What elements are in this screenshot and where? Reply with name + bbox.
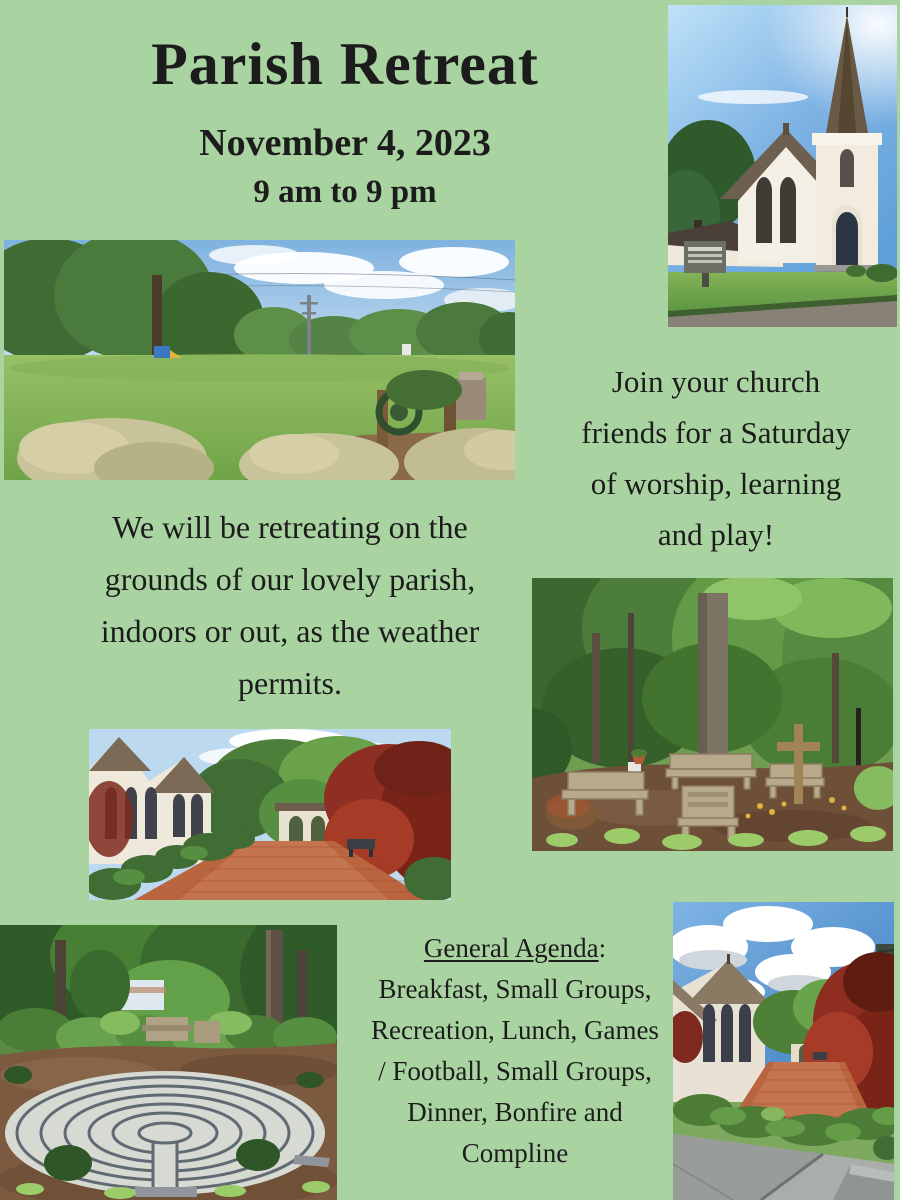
agenda-heading: General Agenda: [423, 933, 599, 963]
agenda-line: Dinner, Bonfire and: [407, 1097, 623, 1127]
agenda-line: Compline: [461, 1138, 569, 1168]
photo-courtyard-path: [89, 729, 451, 900]
agenda-line: Breakfast, Small Groups,: [378, 974, 652, 1004]
intro-line: Join your church: [611, 364, 821, 399]
page-title: Parish Retreat: [151, 31, 539, 97]
intro-text: [540, 356, 892, 560]
event-date: November 4, 2023: [199, 122, 491, 164]
photo-park-field: [4, 240, 515, 480]
intro-line: of worship, learning: [590, 466, 842, 501]
intro-line: friends for a Saturday: [581, 415, 851, 450]
agenda-block: [348, 928, 682, 1174]
agenda-heading-colon: :: [598, 933, 607, 963]
body-line: grounds of our lovely parish,: [104, 561, 476, 597]
photo-prayer-garden: [532, 578, 893, 851]
photo-church-exterior: [668, 5, 897, 327]
agenda-line: Recreation, Lunch, Games: [371, 1015, 659, 1045]
body-line: permits.: [238, 665, 342, 701]
photo-labyrinth: [0, 925, 337, 1200]
body-line: We will be retreating on the: [112, 509, 468, 545]
intro-line: and play!: [657, 517, 775, 552]
agenda-heading-line: [348, 928, 682, 969]
event-time: 9 am to 9 pm: [253, 173, 437, 210]
body-line: indoors or out, as the weather: [100, 613, 480, 649]
agenda-line: / Football, Small Groups,: [378, 1056, 652, 1086]
header-block: [30, 30, 660, 210]
photo-courtyard-walk: [673, 902, 894, 1200]
body-text: [55, 501, 525, 709]
